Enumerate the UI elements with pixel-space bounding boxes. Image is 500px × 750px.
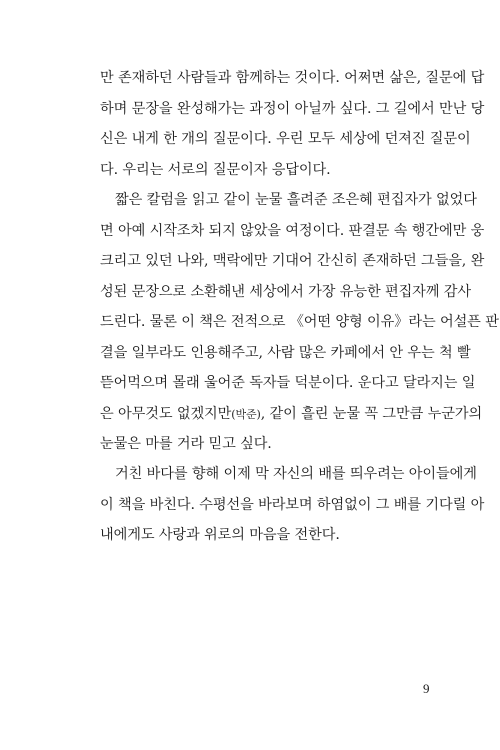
text-line: 신은 내게 한 개의 질문이다. 우린 모두 세상에 던져진 질문이 [100,131,471,147]
text-line: 이 책을 바친다. 수평선을 바라보며 하염없이 그 배를 기다릴 아 [100,496,485,513]
text-line: 결을 일부라도 인용해주고, 사람 많은 카페에서 안 우는 척 빨 [100,344,471,361]
text-line: 뜯어먹으며 몰래 울어준 독자들 덕분이다. 운다고 달라지는 일 [100,375,476,391]
text-line: 크리고 있던 나와, 맥락에만 기대어 간신히 존재하던 그들을, 완 [100,253,485,269]
text-line: 드린다. 물론 이 책은 전적으로 《어떤 양형 이유》라는 어설픈 판 [100,314,499,330]
page-number: 9 [423,681,430,696]
paragraph-3 [100,459,485,551]
citation-note: (박준) [231,407,261,421]
paragraph-1 [100,63,485,185]
text-line: 면 아예 시작조차 되지 않았을 여정이다. 판결문 속 행간에만 웅 [100,222,485,239]
text-line: 성된 문장으로 소환해낸 세상에서 가장 유능한 편집자께 감사 [100,283,471,300]
text-line-with-citation [100,399,483,430]
paragraph-2 [100,185,499,460]
text-line: 눈물은 마를 거라 믿고 싶다. [100,436,272,452]
text-line: 거친 바다를 향해 이제 막 자신의 배를 띄우려는 아이들에게 [115,466,477,482]
text-segment: , 같이 흘린 눈물 꼭 그만큼 누군가의 [260,405,483,422]
text-line: 짧은 칼럼을 읽고 같이 눈물 흘려준 조은혜 편집자가 없었다 [115,192,477,208]
text-line: 다. 우리는 서로의 질문이자 응답이다. [100,161,331,178]
text-line: 하며 문장을 완성해가는 과정이 아닐까 싶다. 그 길에서 만난 당 [100,100,485,117]
text-line: 만 존재하던 사람들과 함께하는 것이다. 어쩌면 삶은, 질문에 답 [100,70,485,86]
text-line: 내에게도 사랑과 위로의 마음을 전한다. [100,527,340,543]
text-segment: 은 아무것도 없겠지만 [100,405,232,422]
